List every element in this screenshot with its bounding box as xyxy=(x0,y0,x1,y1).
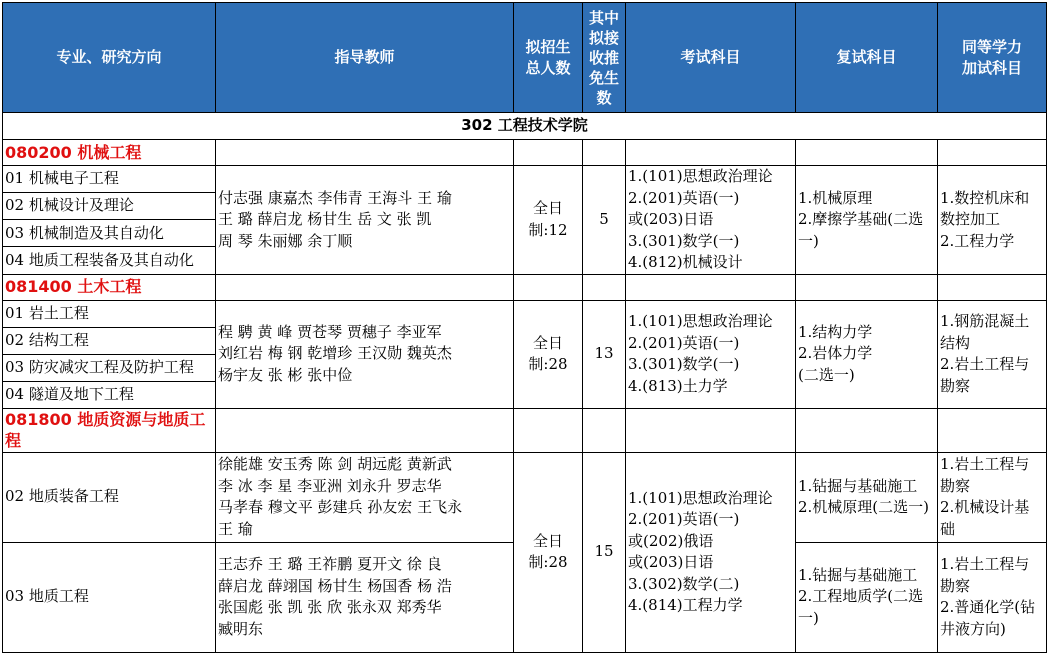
college-row xyxy=(3,113,1047,140)
quota-value: 全日 制:28 xyxy=(514,452,583,652)
exam-subjects: 1.(101)思想政治理论 2.(201)英语(一) 或(203)日语 3.(301)数学(一) 4.(812)机械设计 xyxy=(626,166,796,275)
exempt-value: 5 xyxy=(583,166,626,275)
major-row xyxy=(3,274,1047,300)
quota-value: 全日 制:28 xyxy=(514,300,583,408)
header-quota: 拟招生 总人数 xyxy=(514,3,583,113)
extra-subjects: 1.岩土工程与勘察 2.机械设计基础 xyxy=(938,452,1047,542)
advisor-list: 付志强 康嘉杰 李伟青 王海斗 王 瑜 王 璐 薛启龙 杨甘生 岳 文 张 凯 周 琴 朱丽娜 余丁顺 xyxy=(216,166,514,275)
header-exempt: 其中 拟接 收推 免生 数 xyxy=(583,3,626,113)
table-row xyxy=(3,166,1047,193)
exam-subjects: 1.(101)思想政治理论 2.(201)英语(一) 3.(301)数学(一) 4.(813)土力学 xyxy=(626,300,796,408)
advisor-list: 程 騁 黄 峰 贾苍琴 贾穗子 李亚军 刘红岩 梅 钢 乾增珍 王汉勋 魏英杰 杨宇友 张 彬 张中俭 xyxy=(216,300,514,408)
direction-label: 04 隧道及地下工程 xyxy=(3,381,216,408)
admissions-table xyxy=(2,2,1047,653)
extra-subjects: 1.岩土工程与勘察 2.普通化学(钻井液方向) xyxy=(938,542,1047,652)
direction-label: 01 机械电子工程 xyxy=(3,166,216,193)
retest-subjects: 1.结构力学 2.岩体力学 (二选一) xyxy=(796,300,938,408)
exempt-value: 13 xyxy=(583,300,626,408)
direction-label: 03 防灾减灾工程及防护工程 xyxy=(3,354,216,381)
exam-subjects: 1.(101)思想政治理论 2.(201)英语(一) 或(202)俄语 或(203)日语 3.(302)数学(二) 4.(814)工程力学 xyxy=(626,452,796,652)
major-row xyxy=(3,140,1047,166)
retest-subjects: 1.钻掘与基础施工 2.机械原理(二选一) xyxy=(796,452,938,542)
quota-value: 全日 制:12 xyxy=(514,166,583,275)
table-row xyxy=(3,300,1047,327)
direction-label: 01 岩土工程 xyxy=(3,300,216,327)
direction-label: 02 机械设计及理论 xyxy=(3,193,216,220)
header-row xyxy=(3,3,1047,113)
direction-label: 02 结构工程 xyxy=(3,327,216,354)
extra-subjects: 1.钢筋混凝土结构 2.岩土工程与勘察 xyxy=(938,300,1047,408)
table-row xyxy=(3,452,1047,542)
advisor-list: 徐能雄 安玉秀 陈 剑 胡远彪 黄新武 李 冰 李 星 李亚洲 刘永升 罗志华 马孝春 穆文平 彭建兵 孙友宏 王飞永 王 瑜 xyxy=(216,452,514,542)
direction-label: 03 地质工程 xyxy=(3,542,216,652)
college-name: 302 工程技术学院 xyxy=(3,113,1047,140)
major-title: 081400 土木工程 xyxy=(3,274,216,300)
retest-subjects: 1.钻掘与基础施工 2.工程地质学(二选一) xyxy=(796,542,938,652)
header-extra: 同等学力 加试科目 xyxy=(938,3,1047,113)
direction-label: 03 机械制造及其自动化 xyxy=(3,220,216,247)
retest-subjects: 1.机械原理 2.摩擦学基础(二选一) xyxy=(796,166,938,275)
major-title: 080200 机械工程 xyxy=(3,140,216,166)
extra-subjects: 1.数控机床和数控加工 2.工程力学 xyxy=(938,166,1047,275)
header-advisor: 指导教师 xyxy=(216,3,514,113)
direction-label: 04 地质工程装备及其自动化 xyxy=(3,247,216,274)
header-major: 专业、研究方向 xyxy=(3,3,216,113)
major-title: 081800 地质资源与地质工程 xyxy=(3,408,216,452)
advisor-list: 王志乔 王 璐 王祚鹏 夏开文 徐 良 薛启龙 薛翊国 杨甘生 杨国香 杨 浩 张国彪 张 凯 张 欣 张永双 郑秀华 臧明东 xyxy=(216,542,514,652)
direction-label: 02 地质装备工程 xyxy=(3,452,216,542)
exempt-value: 15 xyxy=(583,452,626,652)
header-retest: 复试科目 xyxy=(796,3,938,113)
header-exam: 考试科目 xyxy=(626,3,796,113)
major-row xyxy=(3,408,1047,452)
